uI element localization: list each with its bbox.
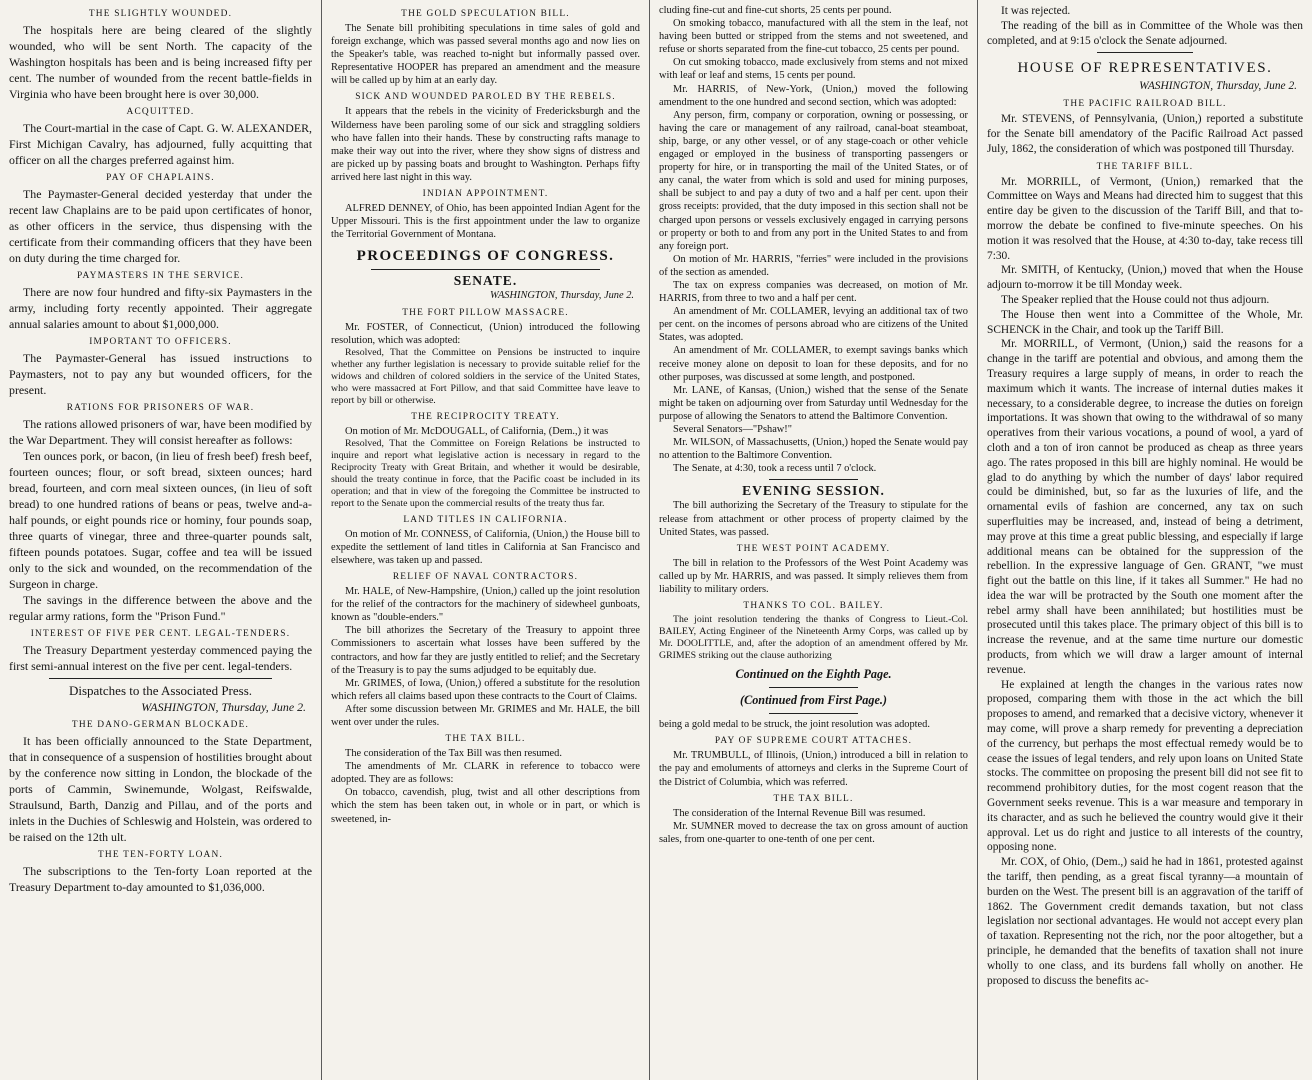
section-heading: PAY OF SUPREME COURT ATTACHES. [714,736,913,747]
paragraph: The rations allowed prisoners of war, have been modified by the War Department. They will consist hereafter as follows: [9,417,312,447]
section-heading: SICK AND WOUNDED PAROLED BY THE REBELS. [355,92,616,103]
section-heading: RELIEF OF NAVAL CONTRACTORS. [392,572,579,583]
section-heading: THE PACIFIC RAILROAD BILL. [1063,99,1227,110]
paragraph: It was rejected. [1001,5,1071,17]
continuation-note: Continued on the Eighth Page. [735,667,892,682]
paragraph: Mr. HARRIS, of New-York, (Union,) moved the following amendment to the one hundred and second section, which was adopted: [659,83,968,108]
paragraph: The bill in relation to the Professors of the West Point Academy was called up by Mr. HARRIS, and was passed. It simply relieves them from liability to military orders. [659,557,968,595]
paragraph: Ten ounces pork, or bacon, (in lieu of fresh beef) fresh beef, fourteen ounces; flour, or soft bread, sixteen ounces; hard bread, fourteen, and corn meal sixteen ounces, (in lieu of soft bread) to one hundred rations of beans or peas, twelve and-a-half pounds, or eight pounds rice or hominy, four pounds soap, three quarts of vinegar, three and three-quarter pounds salt, fifteen pounds potatoes. Sugar, coffee and tea will be issued only to the sick and wounded, on the recommendation of the Surgeon in charge. [9,449,312,591]
column-divider-rule [371,269,600,270]
section-heading: PAY OF CHAPLAINS. [106,173,215,183]
paragraph: Any person, firm, company or corporation, owning or possessing, or having the care or management of any railroad, canal-boat steamboat, ship, barge, or any other vessel, or of any stage-coach or other vehicle engaged or employed in the business of transporting passengers or property for hire, or in transporting the mail of the United States, or of any canal, the water from which is sold and used for mining purposes, shall be subject to and pay a duty of two and a half per cent. upon their gross receipts: provided, that the duty imposed in this section shall not be charged upon persons or vessels exclusively engaged in carrying persons or property or both to and from any port in the United States to and from any foreign port. [659,109,968,252]
section-heading: THE TAX BILL. [445,734,526,745]
paragraph: The subscriptions to the Ten-forty Loan reported at the Treasury Department to-day amounted to $1,036,000. [9,864,312,894]
paragraph: There are now four hundred and fifty-six Paymasters in the army, including forty recently appointed. Their aggregate annual salaries amount to about $1,000,000. [9,285,312,331]
section-heading: THE FORT PILLOW MASSACRE. [402,307,569,318]
section-heading: THANKS TO COL. BAILEY. [743,601,884,612]
dateline: WASHINGTON, Thursday, June 2. [1139,80,1297,93]
dateline: WASHINGTON, Thursday, June 2. [141,700,306,714]
column-divider-rule [769,713,858,714]
section-heading: INTEREST OF FIVE PER CENT. LEGAL-TENDERS. [30,629,291,639]
paragraph: The Court-martial in the case of Capt. G. W. ALEXANDER, First Michigan Cavalry, has adjourned, fully acquitting that officer on all the charges preferred against him. [9,121,312,167]
column-divider-rule [1097,52,1193,53]
paragraph: being a gold medal to be struck, the joint resolution was adopted. [659,719,930,731]
paragraph: The Treasury Department yesterday commenced paying the first semi-annual interest on the five per cent. legal-tenders. [9,643,312,673]
paragraph: An amendment of Mr. COLLAMER, levying an additional tax of two per cent. on the incomes of persons abroad who are citizens of the United States, was adopted. [659,306,968,344]
proceedings-title: PROCEEDINGS OF CONGRESS. [356,248,615,265]
paragraph: The House then went into a Committee of the Whole, Mr. SCHENCK in the Chair, and took up the Tariff Bill. [987,308,1303,336]
paragraph: The tax on express companies was decreased, on motion of Mr. HARRIS, from three to two and a half per cent. [659,279,968,305]
paragraph: The reading of the bill as in Committee of the Whole was then completed, and at 9:15 o'clock the Senate adjourned. [987,19,1303,47]
paragraph: On motion of Mr. CONNESS, of California, (Union,) the House bill to expedite the settlement of land titles in California at San Francisco and elsewhere, was taken up and passed. [331,528,640,566]
paragraph: Mr. MORRILL, of Vermont, (Union,) remarked that the Committee on Ways and Means had directed him to suggest that this entire day be given to the discussion of the Tariff Bill, and that to-morrow the debate be confined to five-minute speeches. On his motion it was resolved that the House, at 4:30 to-day, take recess till 7:30. [987,175,1303,262]
paragraph: Mr. TRUMBULL, of Illinois, (Union,) introduced a bill in relation to the pay and emoluments of attorneys and clerks in the Supreme Court of the District of Columbia, which was referred. [659,750,968,788]
column-4 [977,0,1312,1080]
paragraph: Mr. LANE, of Kansas, (Union,) wished that the sense of the Senate might be taken on adjourning over from Saturday until Wednesday for the purpose of allowing the Senators to attend the Baltimore Convention. [659,384,968,422]
dateline: WASHINGTON, Thursday, June 2. [490,290,634,302]
column-2 [321,0,649,1080]
section-heading: THE TAX BILL. [773,793,854,804]
section-heading: ACQUITTED. [126,107,195,117]
section-heading: LAND TITLES IN CALIFORNIA. [403,514,568,525]
paragraph: ALFRED DENNEY, of Ohio, has been appointed Indian Agent for the Upper Missouri. This is the first appointment under the law to organize the Territorial Government of Montana. [331,203,640,241]
paragraph: On motion of Mr. HARRIS, "ferries" were included in the provisions of the section as amended. [659,253,968,278]
paragraph: An amendment of Mr. COLLAMER, to exempt savings banks which receive money alone on deposit to loan for these deposits, and for no other purposes, was discussed at some length, and postponed. [659,345,968,383]
paragraph: The Paymaster-General decided yesterday that under the recent law Chaplains are to be paid upon certificates of honor, as other officers in the service, thus dispensing with the certificate from their commanding officers that they have been on duty during the time charged for. [9,187,312,265]
paragraph: Mr. HALE, of New-Hampshire, (Union,) called up the joint resolution for the relief of the contractors for the machinery of sidewheel gunboats, known as "double-enders." [331,586,640,624]
paragraph: The consideration of the Internal Revenue Bill was resumed. [673,807,926,819]
paragraph: On cut smoking tobacco, made exclusively from stems and not mixed with leaf or leaf and stems, 15 cents per pound. [659,57,968,82]
house-heading: HOUSE OF REPRESENTATIVES. [1017,60,1273,77]
paragraph: Mr. STEVENS, of Pennsylvania, (Union,) reported a substitute for the Senate bill amendatory of the Pacific Railroad Act passed July, 1862, the consideration of which was postponed till Thursday. [987,113,1303,155]
resolution-text: The joint resolution tendering the thanks of Congress to Lieut.-Col. BAILEY, Acting Engineer of the Nineteenth Army Corps, was called up by Mr. DOOLITTLE, and, after the adoption of an amendment offered by Mr. GRIMES striking out the clause authorizing [659,614,968,662]
paragraph: Mr. SUMNER moved to decrease the tax on gross amount of auction sales, from one-quarter to one-tenth of one per cent. [659,820,968,845]
section-heading: THE TEN-FORTY LOAN. [97,850,224,860]
resolution-text: Resolved, That the Committee on Pensions be instructed to inquire whether any further legislation is necessary to provide suitable relief for the widows and children of colored soldiers in the service of the United States, who were massacred at Fort Pillow, and that said Committee have leave to report by bill or otherwise. [331,346,640,406]
paragraph: It appears that the rebels in the vicinity of Fredericksburgh and the Wilderness have been paroling some of our sick and straggling soldiers who have fallen into their hands. These by constructing rafts manage to make their way out into the river, where they show signs of distress and are picked up by passing boats and brought to Washington. Perhaps fifty arrived here last night in this way. [331,106,640,183]
column-1 [0,0,321,1080]
section-heading: THE SLIGHTLY WOUNDED. [88,9,233,19]
paragraph: The Senate, at 4:30, took a recess until 7 o'clock. [673,463,877,475]
senate-heading: SENATE. [453,273,518,289]
paragraph: Mr. GRIMES, of Iowa, (Union,) offered a substitute for the resolution which refers all claims based upon these contracts to the Court of Claims. [331,677,640,702]
paragraph: The Speaker replied that the House could not thus adjourn. [1001,293,1270,306]
paragraph: Mr. SMITH, of Kentucky, (Union,) moved that when the House adjourn to-morrow it be till Monday week. [987,264,1303,292]
section-heading: THE WEST POINT ACADEMY. [736,543,891,554]
paragraph: He explained at length the changes in the various rates now proposed, comparing them with those in the act which the bill proposes to amend, and remarked that a decisive victory, whenever it may come, will prove a sharp remedy for preventing a depreciation of the currency, but perhaps the most effectual remedy would be to cease the issues of legal tenders, and rely upon loans on United State stocks. The committee on proposing the present bill did not see fit to recommend prohibitory duties, for the most cogent reason that the Government seeks revenue. This is a war measure and temporary in its character, and as such he believed the country would give it their approval. Let us do right and justice to all interests of the country, opposing none. [987,678,1303,854]
evening-session-heading: EVENING SESSION. [742,483,885,499]
paragraph: It has been officially announced to the State Department, that in consequence of a suspension of hostilities brought about by the conference now sitting in London, the blockade of the ports of Cammin, Swinemunde, Wolgast, Reifswalde, Straulsund, Barth, Danzig and Pillau, and of the ports and inlets in the Duchies of Schleswig and Holstein, was ordered to be raised on the 12th ult. [9,734,312,844]
paragraph: The bill authorizing the Secretary of the Treasury to stipulate for the release from attachment or other process of property claimed by the United States, was passed. [659,500,968,538]
column-divider-rule [769,479,858,480]
section-heading: THE DANO-GERMAN BLOCKADE. [71,720,250,730]
paragraph: On tobacco, cavendish, plug, twist and all other descriptions from which the stem has been taken out, in whole or in part, or which is sweetened, in- [331,787,640,825]
column-divider-rule [769,687,858,688]
section-heading: RATIONS FOR PRISONERS OF WAR. [66,403,255,413]
paragraph: The consideration of the Tax Bill was then resumed. [345,748,562,760]
dispatch-heading: Dispatches to the Associated Press. [68,683,253,698]
paragraph: Several Senators—"Pshaw!" [673,424,793,435]
paragraph: The amendments of Mr. CLARK in reference to tobacco were adopted. They are as follows: [331,761,640,786]
paragraph: Mr. COX, of Ohio, (Dem.,) said he had in 1861, protested against the tariff, then pending, as a great fiscal tyranny—a mountain of burden on the West. The present bill is an aggravation of the tariff of 1862. The Government credit demands taxation, but not class legislation nor sectional advantages. He would not accept every plan of taxation. Representing not the rich, nor the poor altogether, but a principle, he demanded that the benefits of taxation shall not inure wholly to one class, and its burdens fall wholly on another. He proposed to discuss the benefits ac- [987,856,1303,987]
section-heading: THE TARIFF BILL. [1096,161,1194,172]
paragraph: The hospitals here are being cleared of the slightly wounded, who will be sent North. The capacity of the Washington hospitals has been and is being increased fifty per cent. The number of wounded from the recent battle-fields in Virginia who have been brought here is over 30,000. [9,23,312,101]
paragraph: On smoking tobacco, manufactured with all the stem in the leaf, not having been butted or stripped from the stems and not sweetened, and refuse or shorts separated from the fine-cut tobacco, 25 cents per pound. [659,18,968,56]
paragraph: The Paymaster-General has issued instructions to Paymasters, not to pay any but wounded officers, for the present. [9,351,312,397]
resolution-text: Resolved, That the Committee on Foreign Relations be instructed to inquire and report what legislative action is necessary in regard to the Reciprocity Treaty with Great Britain, and whether it would be desirable, should the treaty continue in force, that the Pacific coast be included in its operation; and that in view of the foregoing the Committee be instructed to report to the Senate upon the commercial results of the treaty thus far. [331,437,640,509]
paragraph: The savings in the difference between the above and the regular army rations, form the "Prison Fund." [9,593,312,623]
section-heading: PAYMASTERS IN THE SERVICE. [76,271,245,281]
paragraph: The Senate bill prohibiting speculations in time sales of gold and foreign exchange, which was passed several months ago and now lies on the Speaker's table, was reached to-night but informally passed over. Representative HOOPER has prepared an amendment and the measure will be called up by him at an early day. [331,23,640,87]
paragraph: cluding fine-cut and fine-cut shorts, 25 cents per pound. [659,5,892,16]
section-heading: THE GOLD SPECULATION BILL. [401,9,570,19]
section-heading: THE RECIPROCITY TREATY. [411,411,560,422]
column-divider-rule [49,678,272,679]
continuation-note: (Continued from First Page.) [740,693,887,708]
paragraph: The bill athorizes the Secretary of the Treasury to appoint three Commissioners to ascertain what losses have been suffered by the contractors, and how far they are justly entitled to relief; and the Secretary of the Treasury is to pay the sums adjudged to be equitably due. [331,625,640,676]
paragraph: Mr. WILSON, of Massachusetts, (Union,) hoped the Senate would pay no attention to the Baltimore Convention. [659,437,968,462]
section-heading: IMPORTANT TO OFFICERS. [89,337,232,347]
paragraph: On motion of Mr. McDOUGALL, of California, (Dem.,) it was [345,425,609,437]
paragraph: Mr. MORRILL, of Vermont, (Union,) said the reasons for a change in the tariff are potential and obvious, and among them the Treasury requires a large supply of means, in order to reach the maximum which it wants. The increase of internal duties makes it necessary, to a considerable degree, to increase the duties on foreign importations. It was shown that owing to the withdrawal of so many operatives from their various vocations, a pound of wool, a yard of cloth and a ton of iron cannot be produced as cheap as three years ago. The rates proposed in this bill are highly nominal. He would be glad to do anything by which the number of days' labor required could be diminished, but, so far as the luxuries of life, and the ornamental evils of fashion are concerned, any tax on such superfluities may be increased, and, instead of being a detriment, may prove at this time a great public blessing, and especially if large additional means can be obtained for the suppression of the rebellion. In the expressive language of Gen. GRANT, "we must fight out the battle on this line, if it takes all Summer." He had no idea the war will be protracted by the South one moment after the rebel army shall have been annihilated; but hostilities must be prosecuted until this takes place. The primary object of this bill is to increase the revenue, and at the same time nurture our domestic products, from which we will draw a larger amount of internal revenue. [987,338,1303,676]
section-heading: INDIAN APPOINTMENT. [422,189,549,200]
paragraph: Mr. FOSTER, of Connecticut, (Union) introduced the following resolution, which was adopted: [331,321,640,346]
paragraph: After some discussion between Mr. GRIMES and Mr. HALE, the bill went over under the rules. [331,703,640,728]
column-3 [649,0,977,1080]
